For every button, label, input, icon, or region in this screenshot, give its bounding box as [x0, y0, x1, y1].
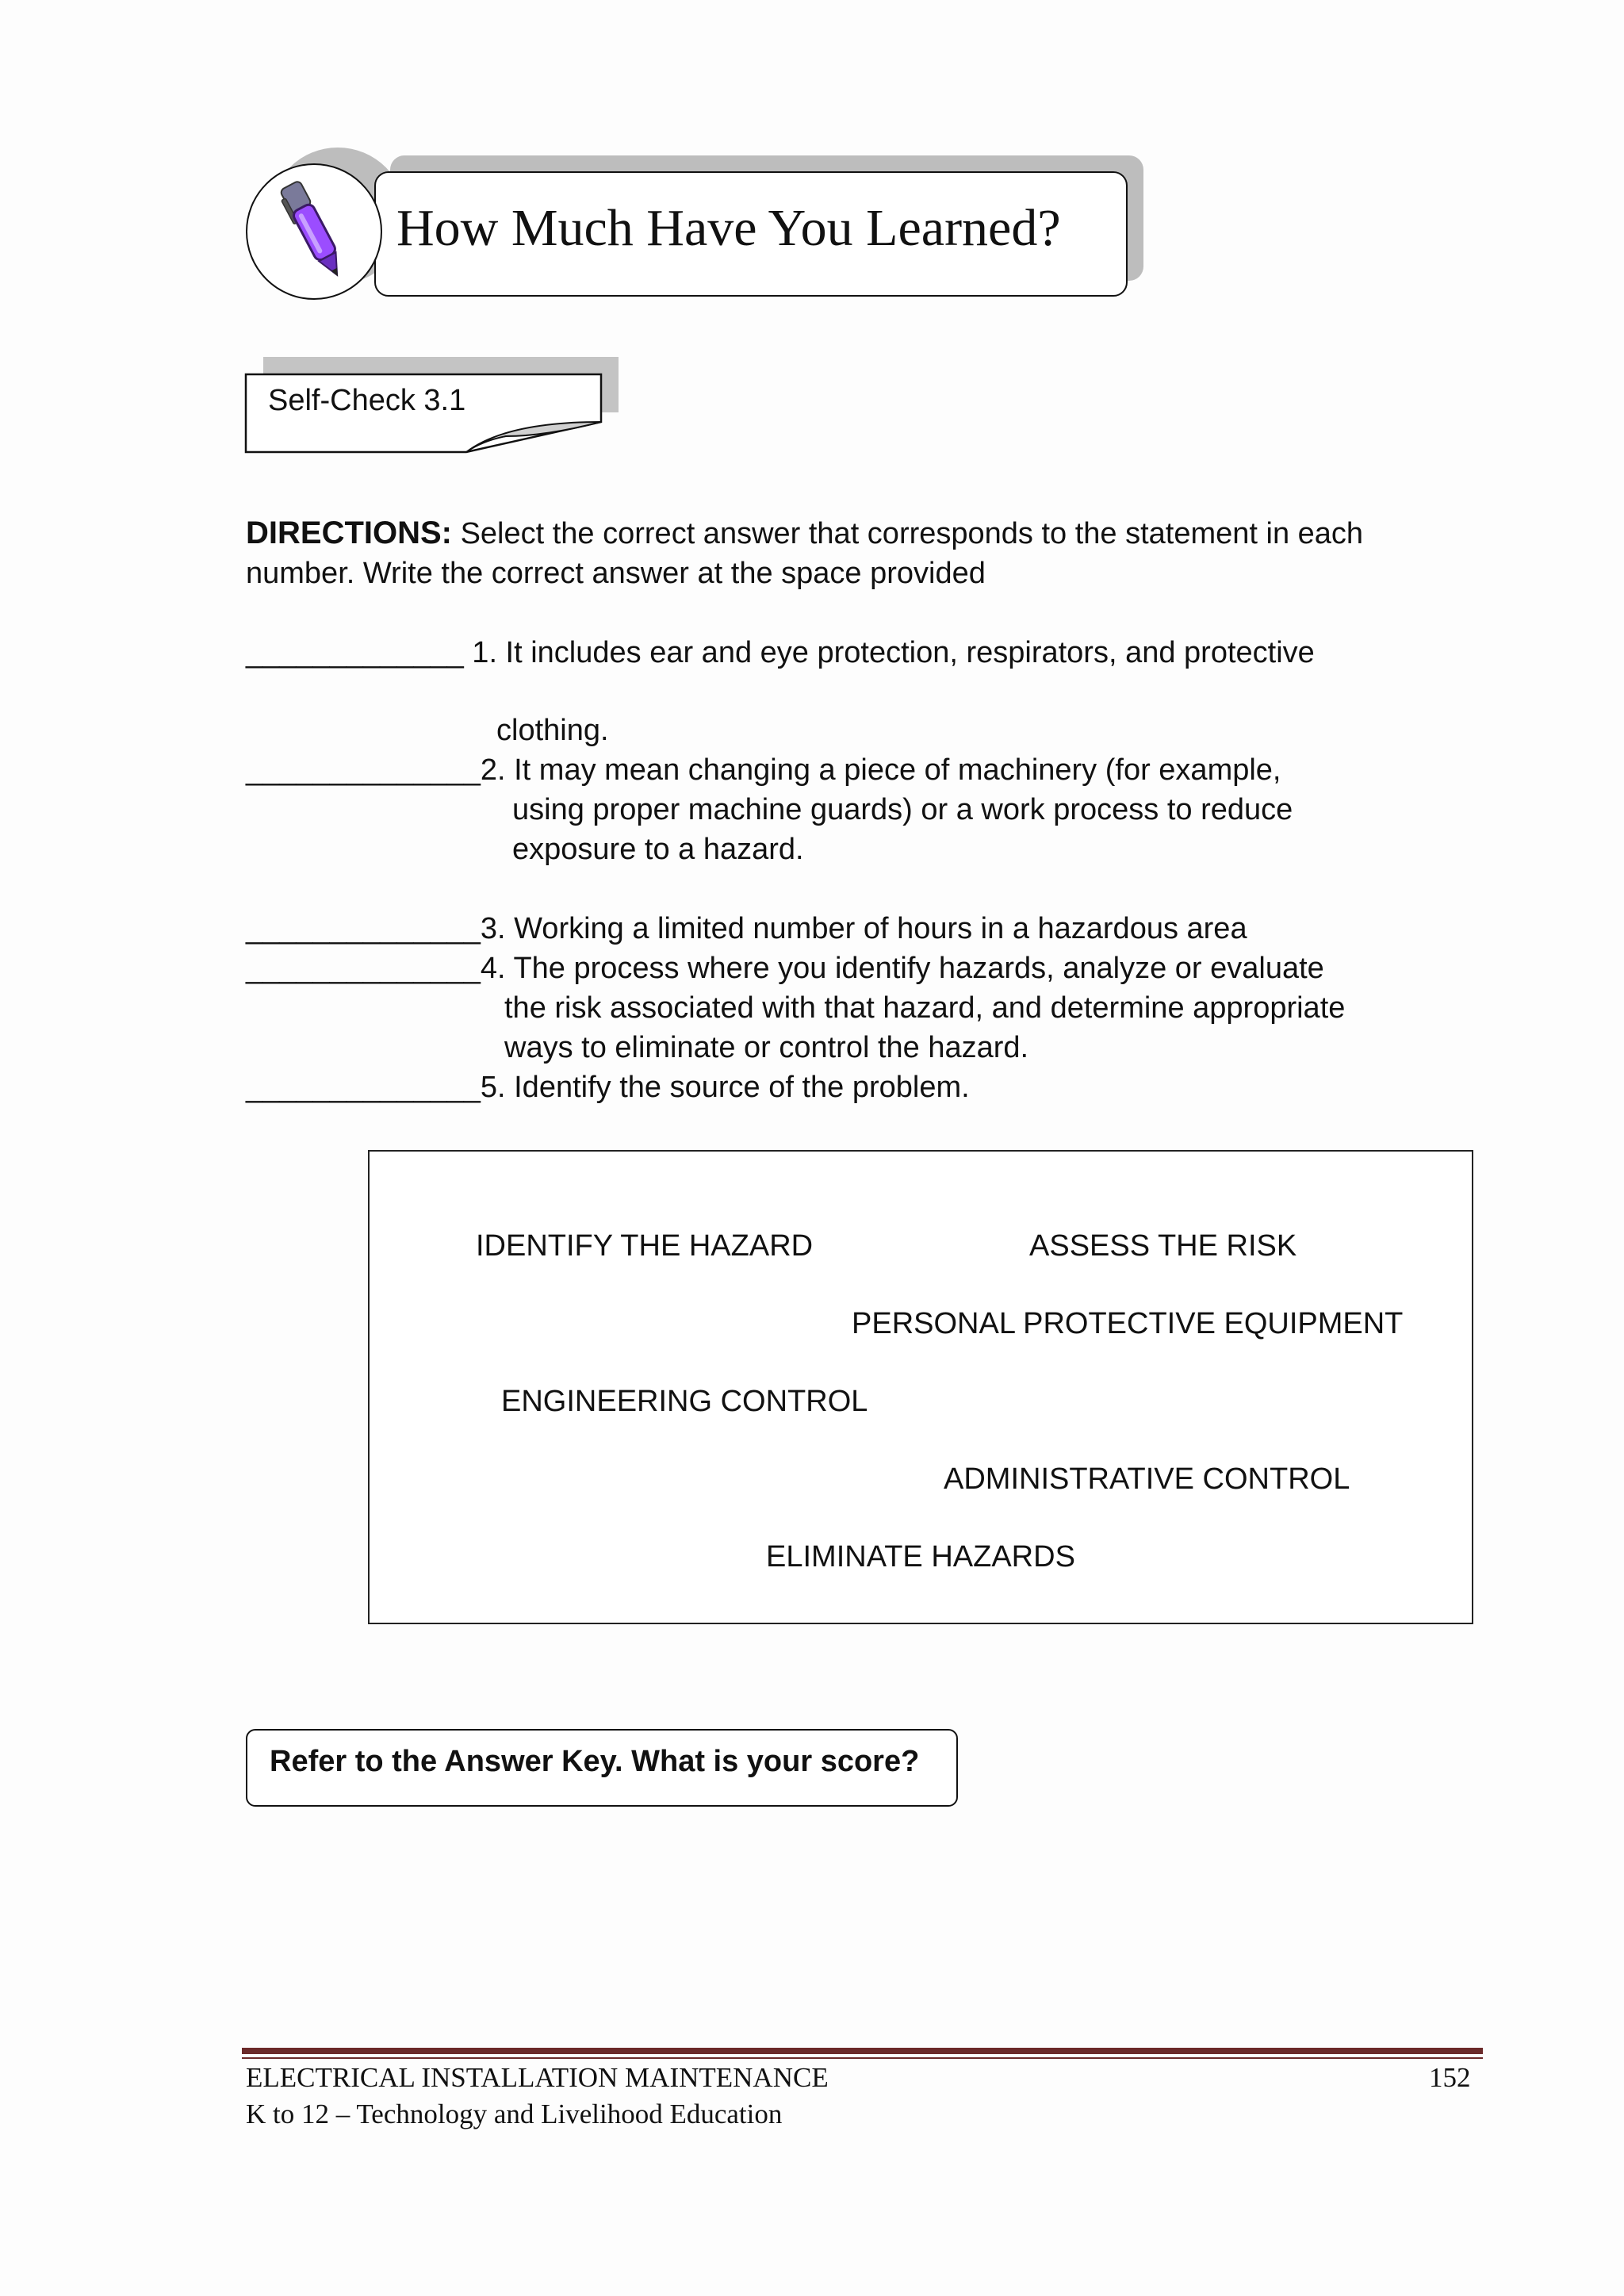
page-title: How Much Have You Learned? [396, 199, 1061, 257]
score-prompt: Refer to the Answer Key. What is your score? [270, 1745, 920, 1778]
question-2-text: 2. It may mean changing a piece of machinery (for example, [480, 753, 1281, 787]
answer-blank-3[interactable]: ______________ [246, 912, 481, 945]
directions-label: DIRECTIONS: [246, 516, 452, 550]
directions [246, 516, 1363, 551]
question-5-text: 5. Identify the source of the problem. [480, 1071, 970, 1104]
footer-program: K to 12 – Technology and Livelihood Education [246, 2099, 783, 2129]
question-3-text: 3. Working a limited number of hours in a hazardous area [480, 912, 1247, 945]
footer-rule [242, 2048, 1483, 2054]
question-4-text: 4. The process where you identify hazards, analyze or evaluate [480, 952, 1324, 985]
choice-ppe: PERSONAL PROTECTIVE EQUIPMENT [852, 1307, 1404, 1340]
question-2 [246, 753, 1281, 788]
question-4 [246, 952, 1324, 986]
question-5 [246, 1071, 970, 1105]
choice-assess-risk: ASSESS THE RISK [1029, 1229, 1297, 1263]
page-number: 152 [1429, 2062, 1471, 2093]
choice-identify-hazard: IDENTIFY THE HAZARD [476, 1229, 814, 1263]
answer-blank-4[interactable]: ______________ [246, 952, 481, 985]
directions-text-2: number. Write the correct answer at the space provided [246, 557, 986, 590]
answer-blank-5[interactable]: ______________ [246, 1071, 481, 1104]
choice-administrative-control: ADMINISTRATIVE CONTROL [944, 1462, 1350, 1496]
question-1 [246, 636, 1315, 670]
question-1-continuation: clothing. [496, 714, 609, 747]
self-check-label: Self-Check 3.1 [268, 384, 466, 417]
directions-text-1: Select the correct answer that corresponds to the statement in each [460, 517, 1364, 550]
question-4-line-2: the risk associated with that hazard, and determine appropriate [504, 991, 1346, 1025]
choice-eliminate-hazards: ELIMINATE HAZARDS [766, 1540, 1075, 1573]
footer-rule-thin [242, 2057, 1483, 2059]
answer-blank-2[interactable]: ______________ [246, 753, 481, 787]
question-2-line-2: using proper machine guards) or a work process to reduce [512, 793, 1293, 826]
pen-icon [247, 165, 381, 298]
choice-engineering-control: ENGINEERING CONTROL [501, 1385, 868, 1418]
footer-subject: ELECTRICAL INSTALLATION MAINTENANCE [246, 2062, 829, 2093]
pen-icon-badge [246, 163, 382, 300]
question-4-line-3: ways to eliminate or control the hazard. [504, 1031, 1029, 1064]
answer-blank-1[interactable]: _____________ [246, 636, 464, 669]
question-2-line-3: exposure to a hazard. [512, 833, 804, 866]
question-3 [246, 912, 1247, 946]
question-1-text: 1. It includes ear and eye protection, respirators, and protective [463, 636, 1315, 669]
